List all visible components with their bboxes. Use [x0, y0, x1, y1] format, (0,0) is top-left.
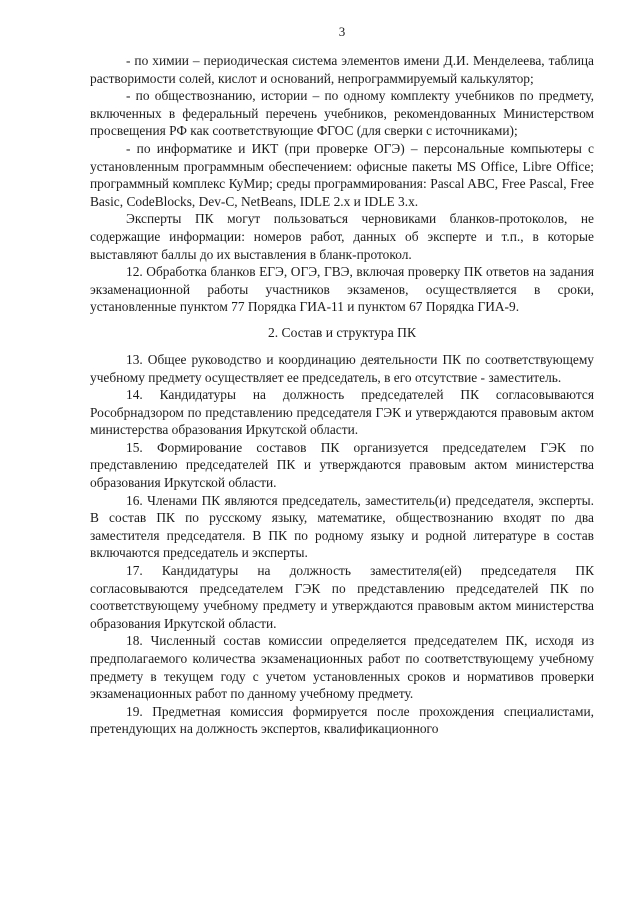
paragraph-social-history-materials: - по обществознанию, истории – по одному комплекту учебников по предмету, включенных в федеральный перечень учебников, рекомендованных Министерством просвещения РФ как соответствующие ФГОС (для сверки с источниками);	[90, 88, 594, 139]
paragraph-expert-drafts: Эксперты ПК могут пользоваться черновиками бланков-протоколов, не содержащие информации: номеров работ, данных об эксперте и т.п., в которые выставляют баллы до их выставления в бланк-протокол.	[90, 211, 594, 262]
paragraph-item-19: 19. Предметная комиссия формируется после прохождения специалистами, претендующих на должность экспертов, квалификационного	[90, 703, 594, 737]
page-number: 3	[338, 24, 346, 39]
paragraph-item-13: 13. Общее руководство и координацию деятельности ПК по соответствующему учебному предмету осуществляет ее председатель, в его отсутствие - заместитель.	[90, 351, 594, 385]
paragraph-item-18: 18. Численный состав комиссии определяется председателем ПК, исходя из предполагаемого количества экзаменационных работ по соответствующему учебному предмету в текущем году с учетом установленных сроков и нормативов проверки экзаменационных работ по данному учебному предмету.	[90, 633, 594, 702]
paragraph-item-12: 12. Обработка бланков ЕГЭ, ОГЭ, ГВЭ, включая проверку ПК ответов на задания экзаменационной работы участников экзаменов, осуществляется в сроки, установленные пунктом 77 Порядка ГИА-11 и пунктом 67 Порядка ГИА-9.	[90, 264, 594, 315]
paragraph-item-14: 14. Кандидатуры на должность председателей ПК согласовываются Рособрнадзором по представлению председателя ГЭК и утверждаются правовым актом министерства образования Иркутской области.	[90, 387, 594, 438]
paragraph-item-17: 17. Кандидатуры на должность заместителя(ей) председателя ПК согласовываются председателем ГЭК по представлению председателей ПК по соответствующему учебному предмету и утверждаются правовым актом министерства образования Иркутской области.	[90, 563, 594, 631]
paragraph-item-16: 16. Членами ПК являются председатель, заместитель(и) председателя, эксперты. В состав ПК по русскому языку, математике, обществознанию входят по два заместителя председателя. В ПК по родному языку и родной литературе в состав включаются председатель и эксперты.	[90, 492, 594, 561]
paragraph-chemistry-materials: - по химии – периодическая система элементов имени Д.И. Менделеева, таблица растворимости солей, кислот и оснований, непрограммируемый калькулятор;	[90, 53, 594, 86]
section-heading: 2. Состав и структура ПК	[267, 324, 417, 340]
paragraph-item-15: 15. Формирование составов ПК организуется председателем ГЭК по представлению председателей ПК и утверждаются правовым актом министерства образования Иркутской области.	[90, 439, 594, 491]
paragraph-informatics-materials: - по информатике и ИКТ (при проверке ОГЭ) – персональные компьютеры с установленным программным обеспечением: офисные пакеты MS Office, Libre Office; программный комплекс КуМир; среды программирования: Pascal ABC, Free Pascal, Free Basic, CodeBlocks, Dev-C, NetBeans, IDLE 2.x и IDLE 3.x.	[90, 140, 594, 209]
